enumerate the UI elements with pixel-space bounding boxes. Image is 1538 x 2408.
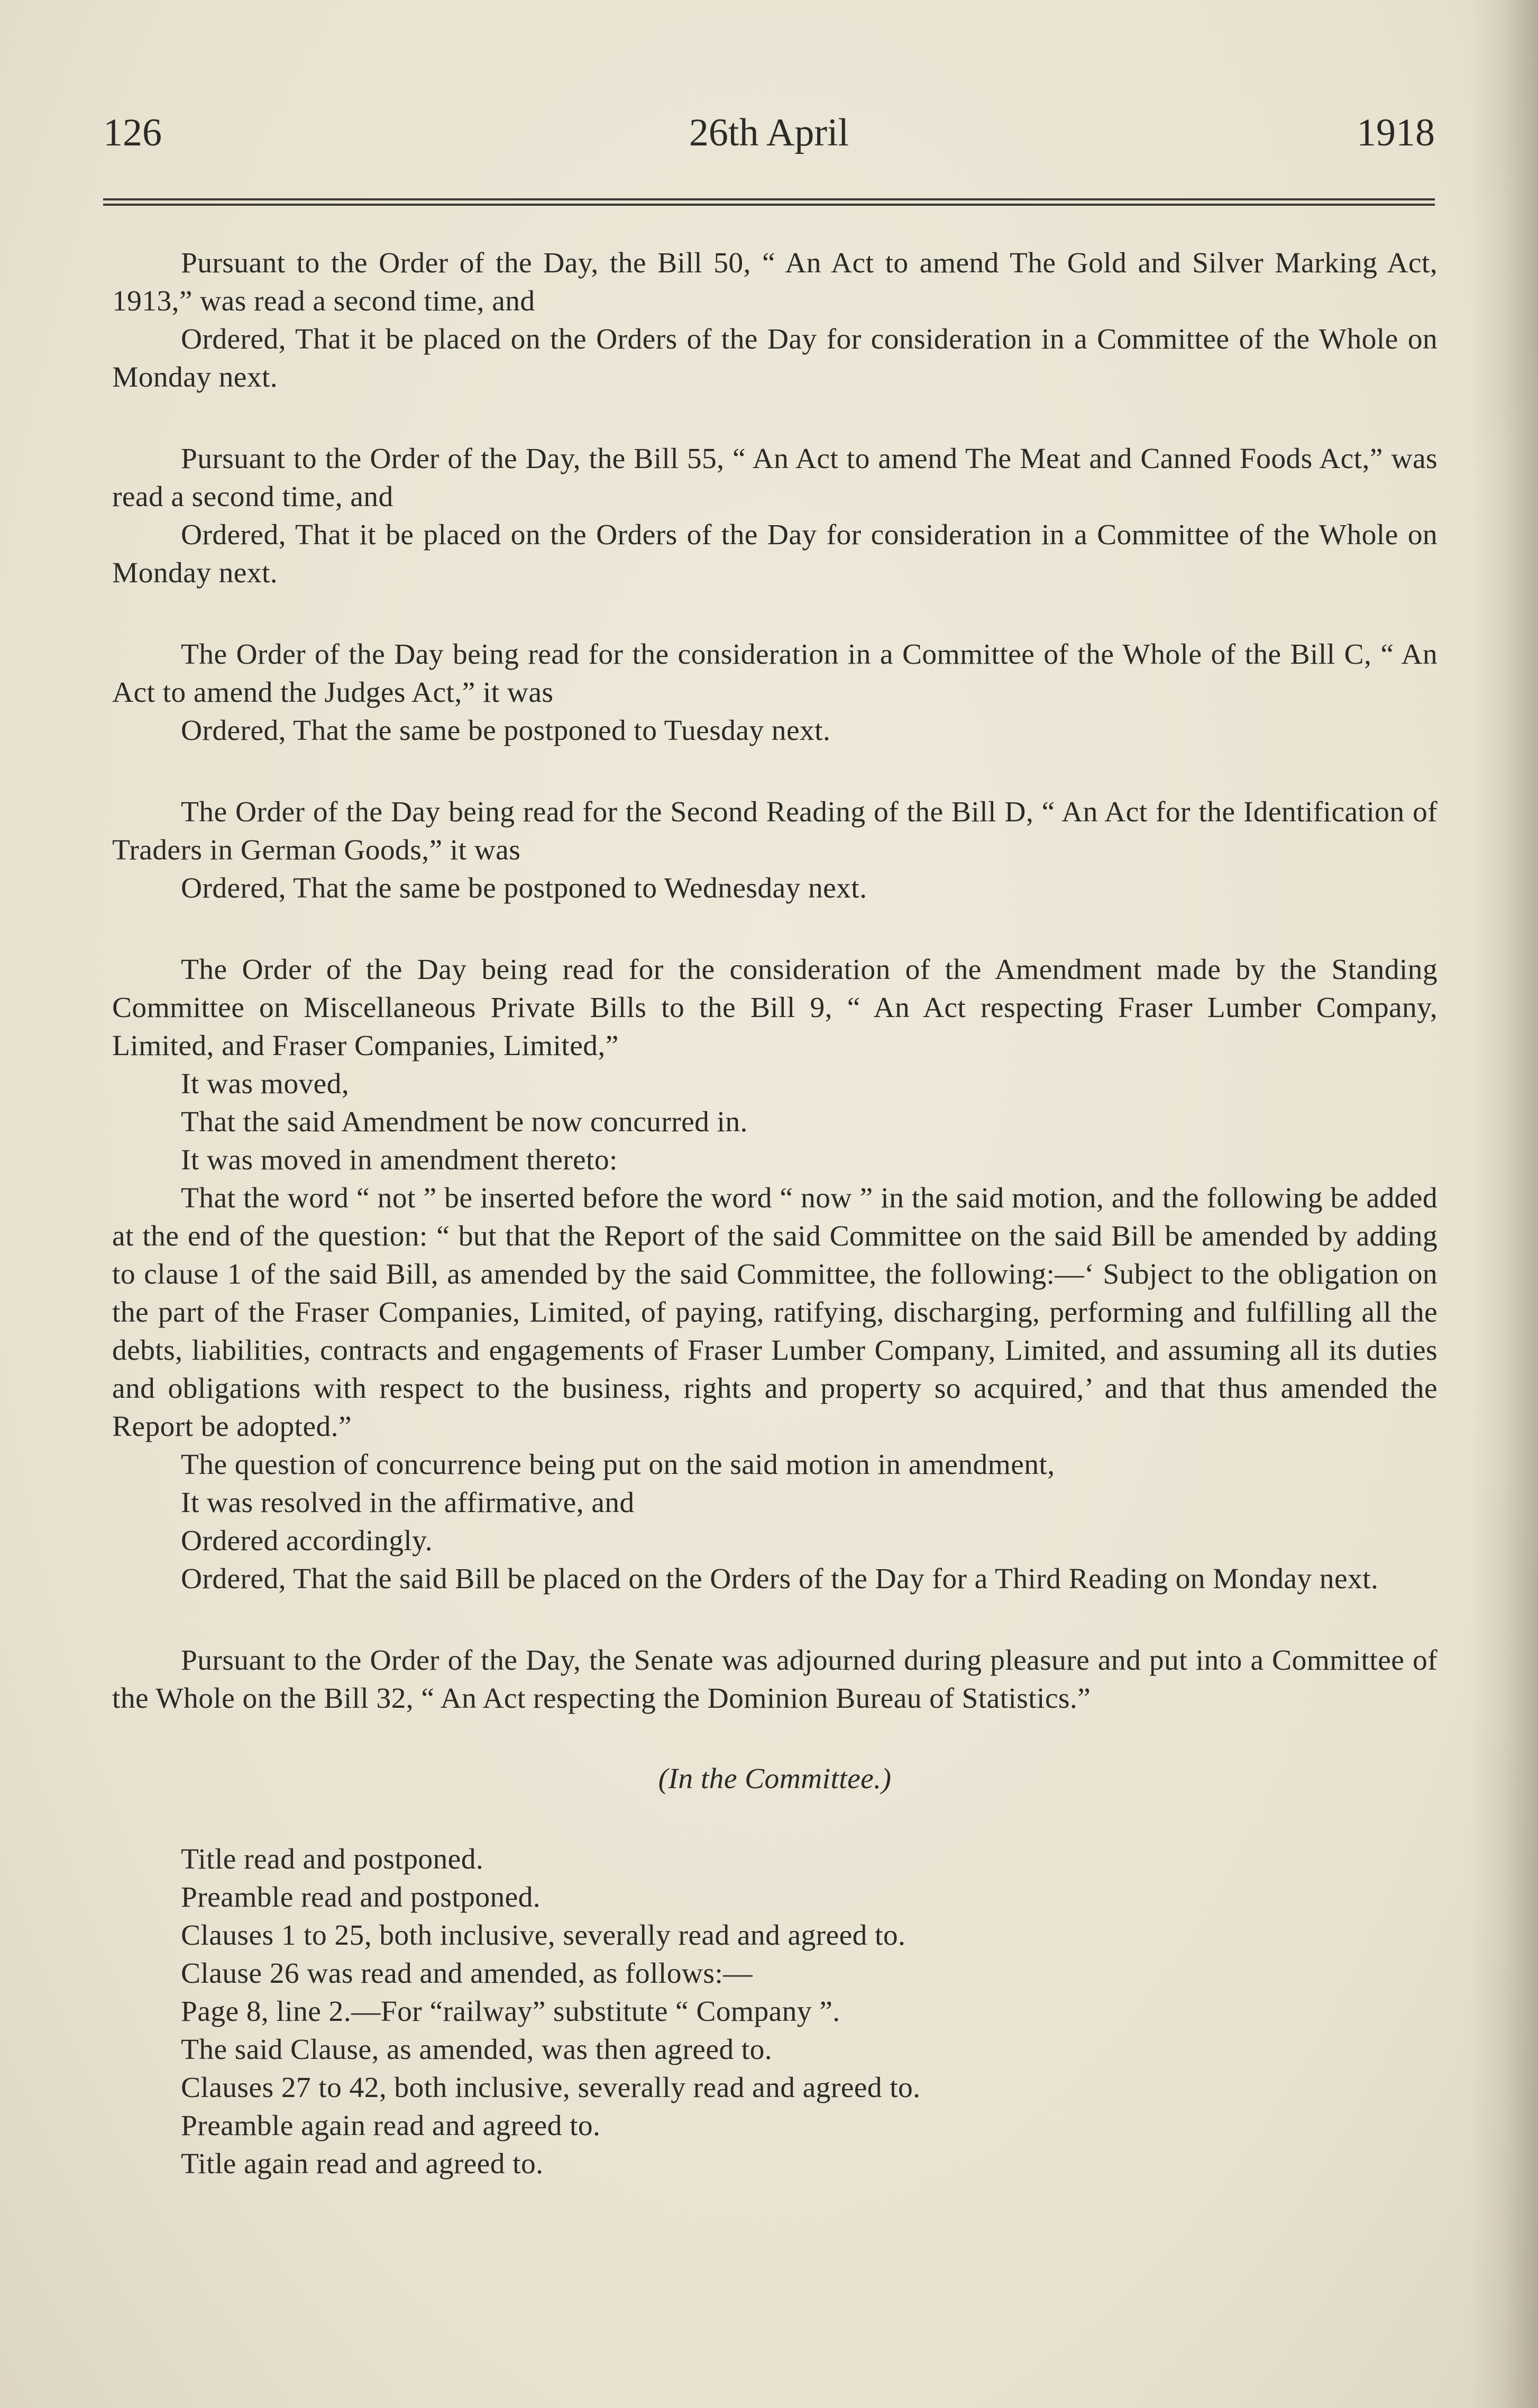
page-header: [103, 109, 1435, 157]
paragraph: That the said Amendment be now concurred in.: [181, 1106, 748, 1138]
paragraph: Pursuant to the Order of the Day, the Bill 50, “ An Act to amend The Gold and Silver Marking Act, 1913,” was read a second time, and: [112, 247, 1438, 317]
paragraph: The Order of the Day being read for the Second Reading of the Bill D, “ An Act for the Identification of Traders in German Goods,” it was: [112, 796, 1438, 866]
paragraph: Ordered, That the said Bill be placed on the Orders of the Day for a Third Reading on Monday next.: [181, 1563, 1379, 1595]
spacer: [112, 1798, 1438, 1841]
committee-item: Clauses 27 to 42, both inclusive, severally read and agreed to.: [181, 2072, 921, 2104]
paragraph: The Order of the Day being read for the consideration in a Committee of the Whole of the Bill C, “ An Act to amend the Judges Act,” it was: [112, 638, 1438, 709]
paragraph: That the word “ not ” be inserted before the word “ now ” in the said motion, and the following be added at the end of the question: “ but that the Report of the said Committee on the said Bill be amended by adding to clause 1 of the said Bill, as amended by the said Committee, the following:—‘ Subject to the obligation on the part of the Fraser Companies, Limited, of paying, ratifying, discharging, performing and fulfilling all the debts, liabilities, contracts and engagements of Fraser Lumber Company, Limited, and assuming all its duties and obligations with respect to the business, rights and property so acquired,’ and that thus amended the Report be adopted.”: [112, 1182, 1438, 1443]
paragraph: It was resolved in the affirmative, and: [181, 1487, 635, 1519]
page-number: 126: [103, 111, 162, 154]
paragraph: The question of concurrence being put on the said motion in amendment,: [181, 1449, 1055, 1481]
spacer: [112, 592, 1438, 636]
page-edge-shadow: [1469, 0, 1538, 2408]
paragraph: Ordered, That the same be postponed to Wednesday next.: [181, 872, 867, 904]
paragraph: Pursuant to the Order of the Day, the Senate was adjourned during pleasure and put into a Committee of the Whole on the Bill 32, “ An Act respecting the Dominion Bureau of Statistics.”: [112, 1644, 1438, 1715]
committee-item: Preamble read and postponed.: [181, 1881, 541, 1913]
header-date: 26th April: [689, 111, 849, 154]
paragraph: Ordered accordingly.: [181, 1525, 433, 1557]
paragraph: Ordered, That it be placed on the Orders of the Day for consideration in a Committee of the Whole on Monday next.: [112, 519, 1438, 589]
committee-item: Page 8, line 2.—For “railway” substitute “ Company ”.: [181, 1995, 840, 2028]
header-year: 1918: [1357, 111, 1435, 154]
committee-item: Preamble again read and agreed to.: [181, 2110, 601, 2142]
committee-item: The said Clause, as amended, was then agreed to.: [181, 2034, 773, 2066]
committee-item: Title again read and agreed to.: [181, 2148, 544, 2180]
paragraph: It was moved in amendment thereto:: [181, 1144, 618, 1176]
committee-item: Clause 26 was read and amended, as follows:—: [181, 1957, 753, 1990]
spacer: [112, 397, 1438, 440]
paragraph: The Order of the Day being read for the consideration of the Amendment made by the Standing Committee on Miscellaneous Private Bills to the Bill 9, “ An Act respecting Fraser Lumber Company, Limited, and Fraser Companies, Limited,”: [112, 954, 1438, 1062]
paragraph: It was moved,: [181, 1068, 350, 1100]
spacer: [112, 1598, 1438, 1642]
committee-item: Title read and postponed.: [181, 1843, 484, 1875]
committee-item: Clauses 1 to 25, both inclusive, severally read and agreed to.: [181, 1919, 906, 1952]
page-body: [112, 244, 1438, 2183]
spacer: [112, 908, 1438, 951]
committee-heading: (In the Committee.): [658, 1763, 892, 1795]
paragraph: Ordered, That it be placed on the Orders of the Day for consideration in a Committee of the Whole on Monday next.: [112, 323, 1438, 393]
header-double-rule: [103, 198, 1435, 206]
spacer: [112, 1718, 1438, 1760]
paragraph: Ordered, That the same be postponed to Tuesday next.: [181, 715, 831, 747]
paragraph: Pursuant to the Order of the Day, the Bill 55, “ An Act to amend The Meat and Canned Foods Act,” was read a second time, and: [112, 443, 1438, 513]
spacer: [112, 750, 1438, 793]
